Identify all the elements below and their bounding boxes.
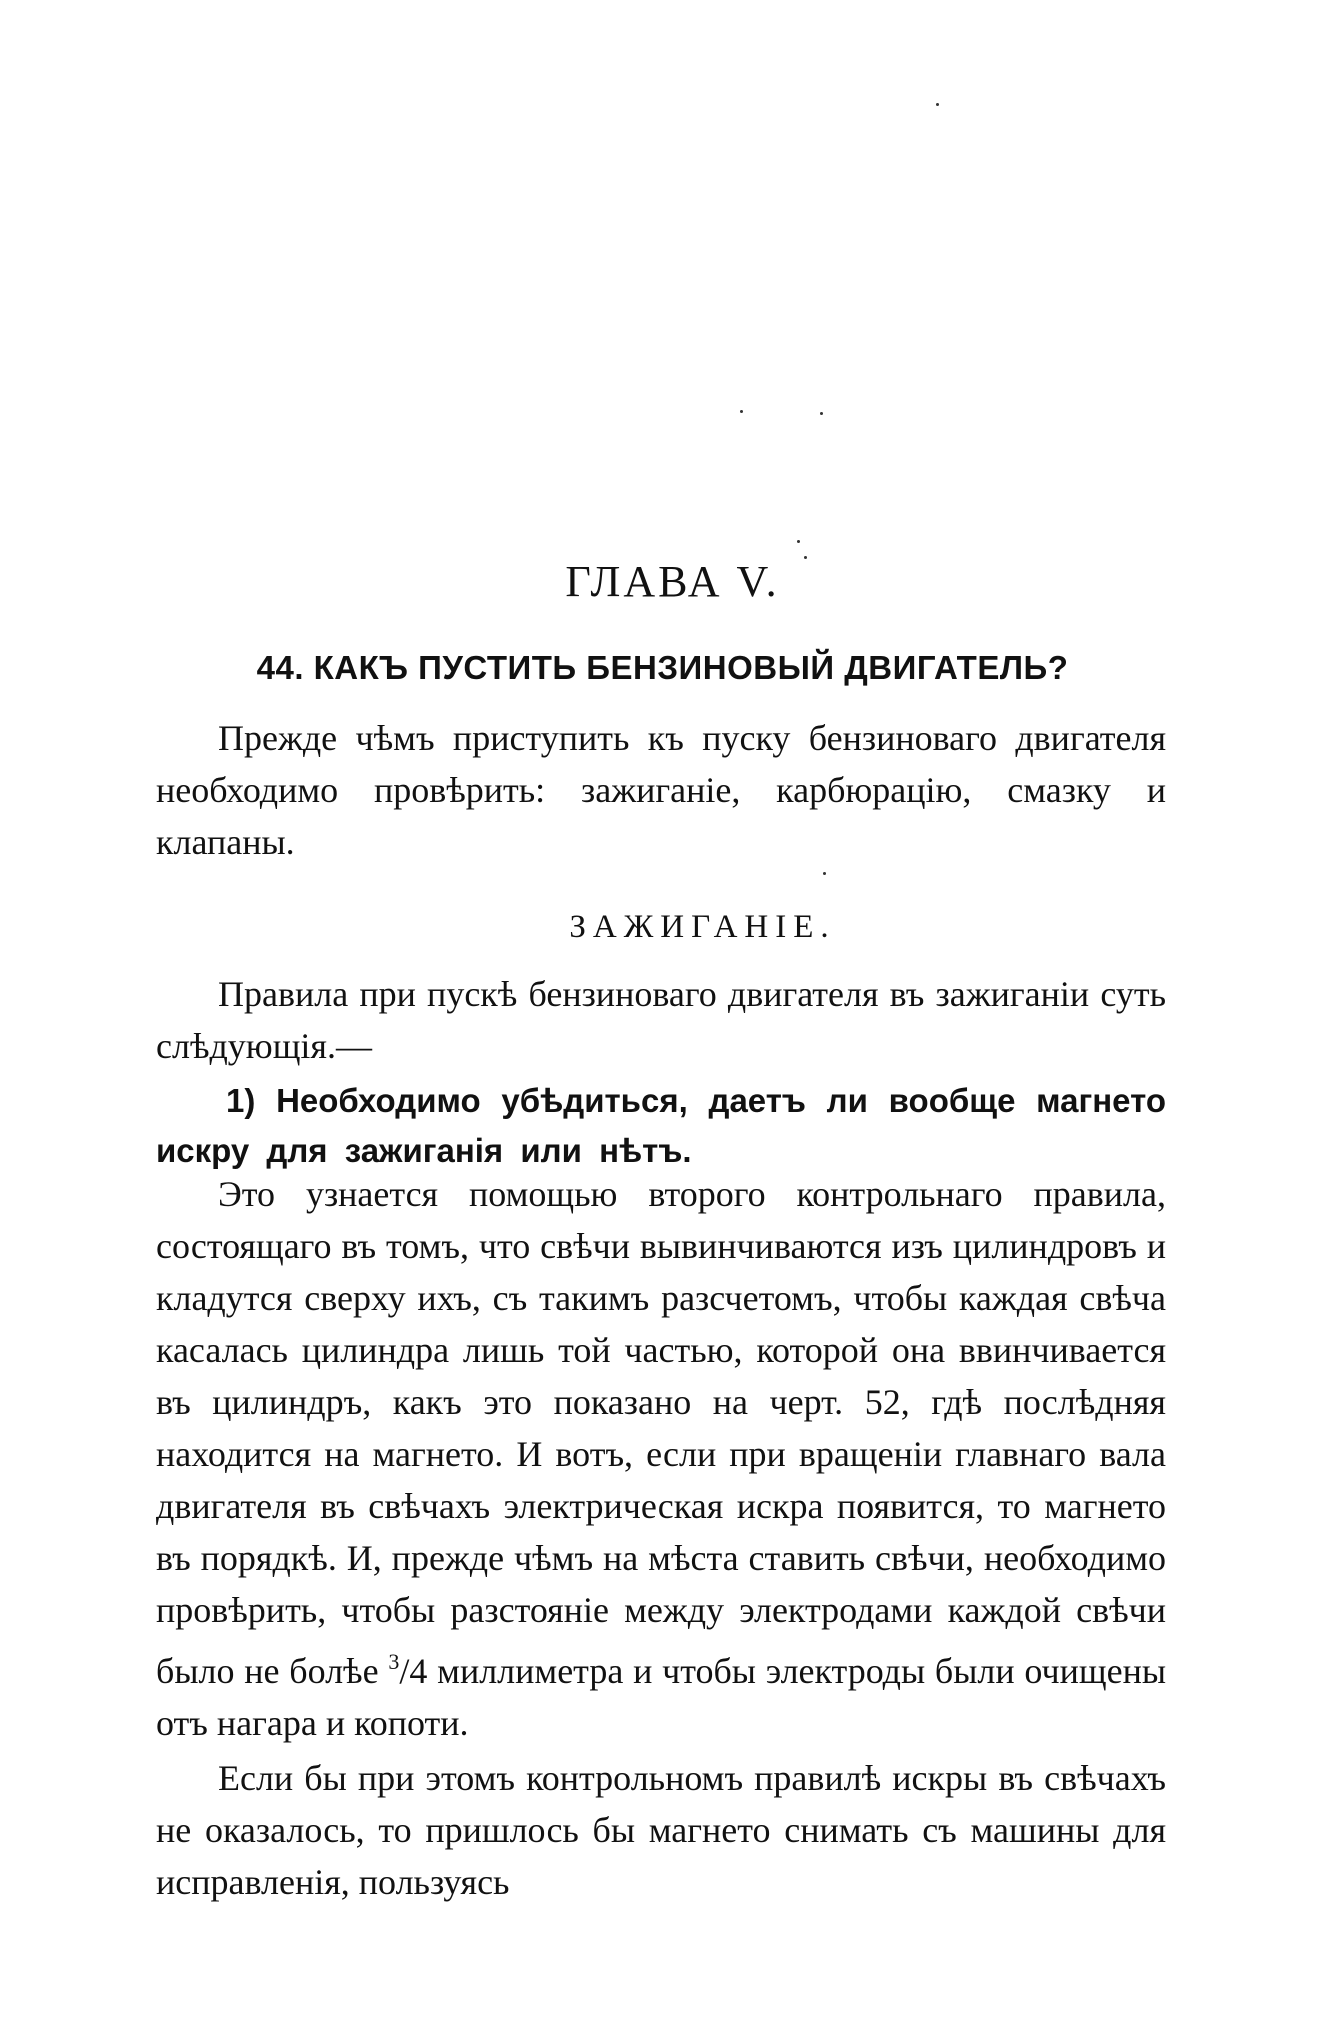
rule-1-paragraph: 1) Необходимо убѣдиться, даетъ ли вообще магнето искру для зажиганія или нѣтъ. (156, 1082, 1166, 1169)
print-speck (740, 410, 743, 413)
check-paragraph (156, 1168, 1166, 1749)
print-speck (797, 540, 800, 543)
intro-paragraph: Прежде чѣмъ приступить къ пуску бензиноваго двигателя необходимо провѣрить: зажиганіе, карбюрацію, смазку и клапаны. (156, 718, 1166, 862)
check-paragraph-text: Это узнается помощью второго контрольнаго правила, состоящаго въ томъ, что свѣчи вывинчиваются изъ цилиндровъ и кладутся сверху ихъ, съ такимъ разсчетомъ, чтобы каждая свѣча касалась цилиндра лишь той частью, которой она ввинчивается въ цилиндръ, какъ это показано на черт. 52, гдѣ послѣдняя находится на магнето. И вотъ, если при вращеніи главнаго вала двигателя въ свѣчахъ электрическая искра появится, то магнето въ порядкѣ. И, прежде чѣмъ на мѣста ставить свѣчи, необходимо провѣрить, чтобы разстояніе между электродами каждой свѣчи было не болѣе (156, 1174, 1166, 1691)
print-speck (823, 872, 826, 875)
subsection-title: ЗАЖИГАНІЕ. (569, 909, 836, 945)
check-paragraph-tail: миллиметра и чтобы электроды были очищены отъ нагара и копоти. (156, 1651, 1167, 1743)
fraction-denominator: /4 (399, 1651, 428, 1691)
print-speck (820, 412, 823, 415)
fraction-numerator: 3 (388, 1649, 400, 1674)
final-paragraph: Если бы при этомъ контрольномъ правилѣ искры въ свѣчахъ не оказалось, то пришлось бы магнето снимать съ машины для исправленія, пользуясь (156, 1758, 1166, 1902)
chapter-title: ГЛАВА V. (565, 557, 780, 606)
rules-intro-paragraph: Правила при пускѣ бензиноваго двигателя въ зажиганіи суть слѣдующія.— (156, 974, 1166, 1066)
print-speck (936, 103, 939, 106)
section-heading: 44. КАКЪ ПУСТИТЬ БЕНЗИНОВЫЙ ДВИГАТЕЛЬ? (256, 649, 1069, 686)
